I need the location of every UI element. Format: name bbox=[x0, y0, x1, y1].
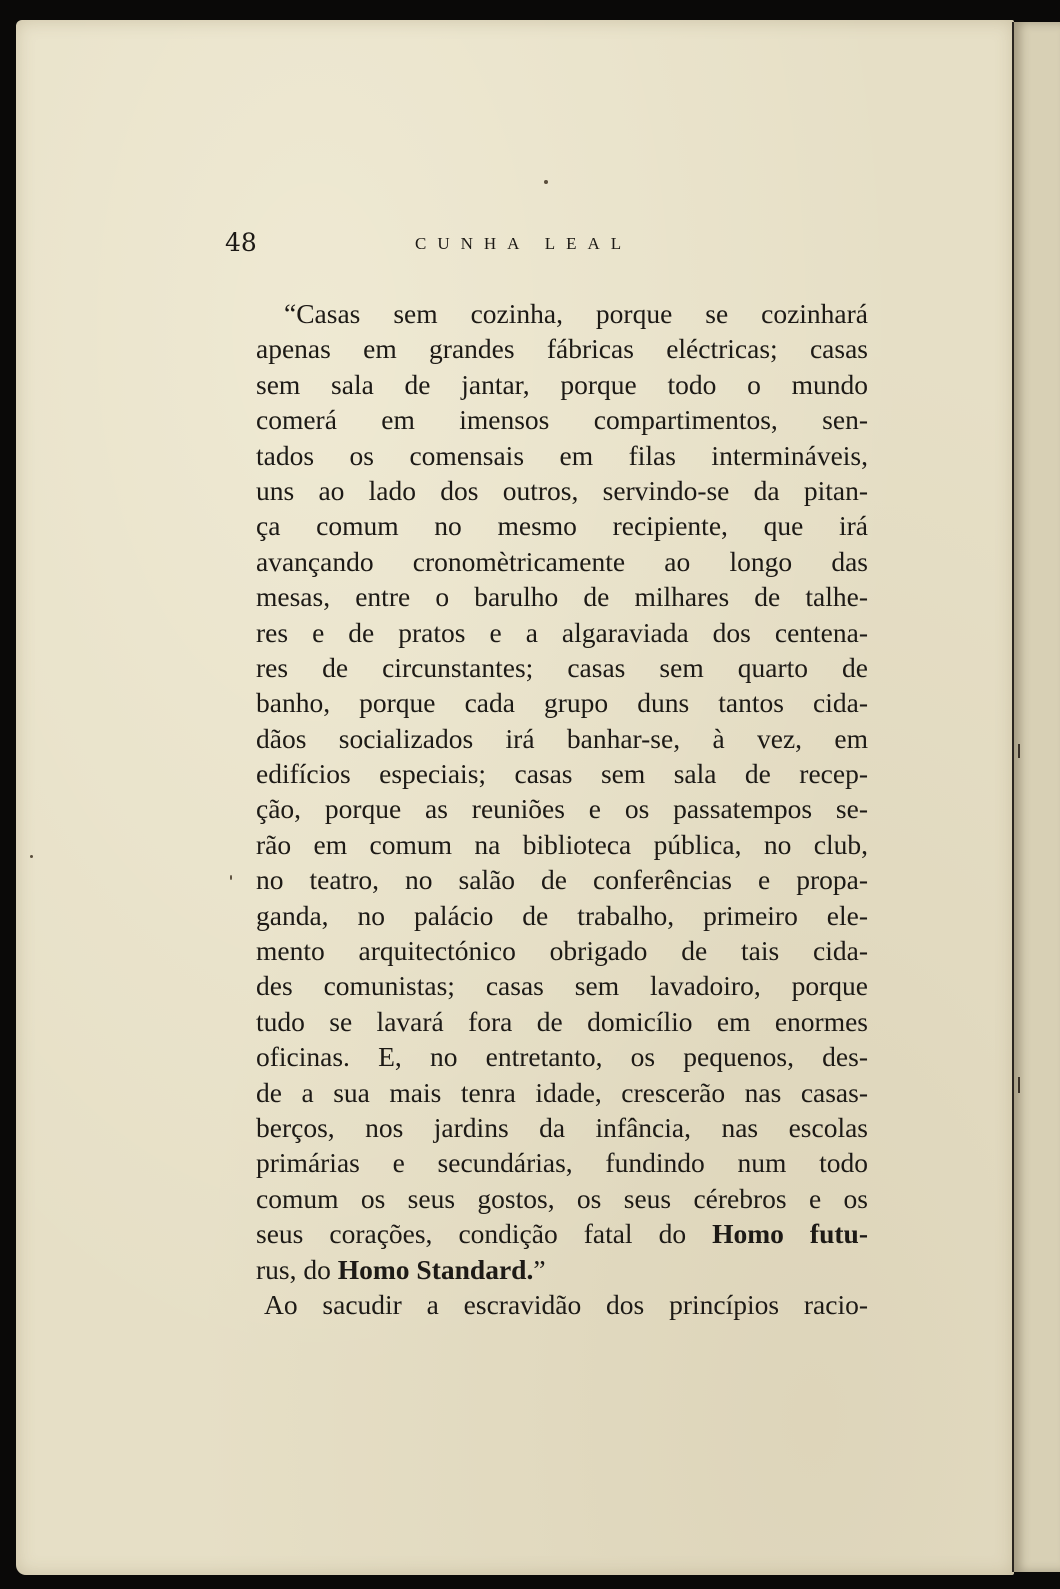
text-run: rus, bbox=[256, 1253, 297, 1285]
page-number: 48 bbox=[225, 228, 257, 257]
text-line: apenas em grandes fábricas eléctricas; casas bbox=[256, 333, 868, 365]
paper-speck bbox=[30, 855, 33, 858]
text-line: comerá em imensos compartimentos, sen- bbox=[256, 404, 868, 436]
text-line: tados os comensais em filas intermináveis, bbox=[256, 439, 868, 471]
text-line: res de circunstantes; casas sem quarto de bbox=[256, 651, 868, 683]
text-run: do bbox=[303, 1253, 331, 1285]
bold-term: Homo Standard. bbox=[337, 1253, 534, 1285]
text-line: ganda, no palácio de trabalho, primeiro ele- bbox=[256, 899, 868, 931]
text-line: dãos socializados irá banhar-se, à vez, em bbox=[256, 722, 868, 754]
text-line bbox=[256, 1252, 868, 1287]
text-line: res e de pratos e a algaraviada dos centena- bbox=[256, 616, 868, 648]
text-line: des comunistas; casas sem lavadoiro, porque bbox=[256, 970, 868, 1002]
text-line: avançando cronomètricamente ao longo das bbox=[256, 545, 868, 577]
bold-term: Homo futu- bbox=[712, 1218, 868, 1250]
running-title: CUNHA LEAL bbox=[415, 234, 633, 253]
text-line: “Casas sem cozinha, porque se cozinhará bbox=[284, 298, 868, 329]
text-line: oficinas. E, no entretanto, os pequenos, des- bbox=[256, 1041, 868, 1073]
text-line: ção, porque as reuniões e os passatempos se- bbox=[256, 793, 868, 825]
text-line: Ao sacudir a escravidão dos princípios racio- bbox=[264, 1288, 868, 1320]
page-edge-mark bbox=[1018, 1077, 1020, 1093]
text-line: comum os seus gostos, os seus cérebros e os bbox=[256, 1182, 868, 1214]
text-line: edifícios especiais; casas sem sala de recep- bbox=[256, 758, 868, 790]
text-line: primárias e secundárias, fundindo num todo bbox=[256, 1147, 868, 1179]
text-run: seus corações, condição fatal do bbox=[256, 1218, 687, 1250]
page-edge-mark bbox=[1018, 744, 1020, 758]
text-line: rão em comum na biblioteca pública, no club, bbox=[256, 828, 868, 860]
text-line: tudo se lavará fora de domicílio em enormes bbox=[256, 1005, 868, 1037]
paper-speck bbox=[544, 180, 548, 184]
adjacent-page-edge bbox=[1012, 22, 1060, 1572]
text-line: no teatro, no salão de conferências e propa- bbox=[256, 864, 868, 896]
closing-quote: ” bbox=[533, 1253, 546, 1285]
running-head bbox=[225, 228, 865, 268]
text-line bbox=[256, 1216, 868, 1251]
paper-speck bbox=[230, 875, 232, 880]
body-text bbox=[256, 296, 868, 1322]
text-line: de a sua mais tenra idade, crescerão nas casas- bbox=[256, 1076, 868, 1108]
text-line: sem sala de jantar, porque todo o mundo bbox=[256, 368, 868, 400]
text-line: ça comum no mesmo recipiente, que irá bbox=[256, 510, 868, 542]
text-line: uns ao lado dos outros, servindo-se da pitan- bbox=[256, 474, 868, 506]
text-line: banho, porque cada grupo duns tantos cida- bbox=[256, 687, 868, 719]
text-line: mesas, entre o barulho de milhares de talhe- bbox=[256, 581, 868, 613]
text-line: berços, nos jardins da infância, nas escolas bbox=[256, 1111, 868, 1143]
text-line: mento arquitectónico obrigado de tais cida- bbox=[256, 935, 868, 967]
